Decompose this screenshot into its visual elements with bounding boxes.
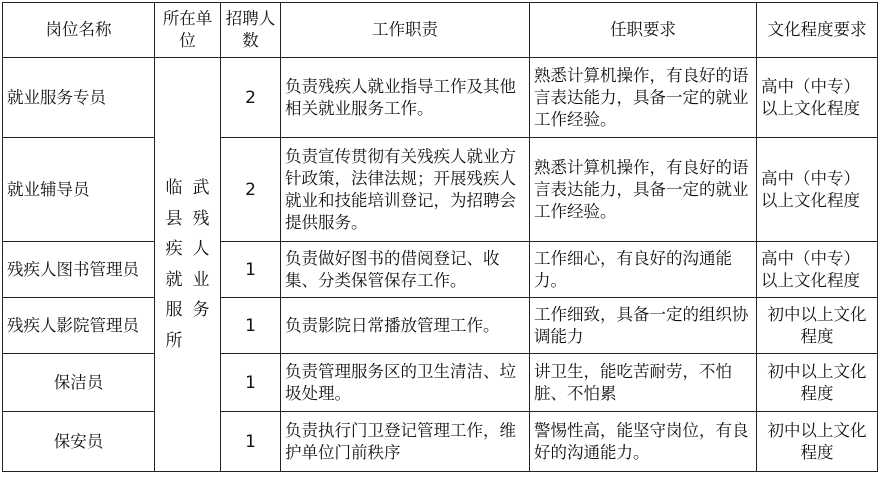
unit-name [155, 173, 220, 356]
count-cell: 2 [221, 58, 281, 138]
position-cell: 残疾人图书管理员 [3, 242, 155, 298]
position-cell: 就业服务专员 [3, 58, 155, 138]
requirements-cell: 工作细心，有良好的沟通能力。 [530, 242, 757, 298]
table-row [3, 412, 878, 472]
unit-char: 临 [165, 178, 183, 198]
table-row [3, 242, 878, 298]
requirements-cell: 熟悉计算机操作，有良好的语言表达能力，具备一定的就业工作经验。 [530, 138, 757, 242]
duties-cell: 负责影院日常播放管理工作。 [281, 298, 530, 354]
unit-char: 人 [192, 239, 210, 259]
duties-cell: 负责做好图书的借阅登记、收集、分类保管保存工作。 [281, 242, 530, 298]
count-cell: 1 [221, 354, 281, 412]
duties-cell: 负责残疾人就业指导工作及其他相关就业服务工作。 [281, 58, 530, 138]
count-cell: 1 [221, 298, 281, 354]
position-cell: 就业辅导员 [3, 138, 155, 242]
table-row [3, 58, 878, 138]
unit-cell [155, 58, 221, 472]
unit-char: 服 [165, 300, 183, 320]
education-cell: 初中以上文化程度 [757, 354, 878, 412]
unit-column-left [166, 173, 183, 356]
education-cell: 初中以上文化程度 [757, 412, 878, 472]
education-cell: 初中以上文化程度 [757, 298, 878, 354]
count-cell: 2 [221, 138, 281, 242]
unit-char: 就 [165, 269, 183, 290]
header-unit: 所在单位 [155, 3, 221, 58]
requirements-cell: 工作细致，具备一定的组织协调能力 [530, 298, 757, 354]
unit-char: 疾 [165, 239, 183, 259]
unit-column-right [193, 173, 210, 356]
header-row [3, 3, 878, 58]
requirements-cell: 讲卫生，能吃苦耐劳，不怕脏、不怕累 [530, 354, 757, 412]
header-count: 招聘人数 [221, 3, 281, 58]
count-cell: 1 [221, 242, 281, 298]
header-position: 岗位名称 [3, 3, 155, 58]
unit-char: 业 [192, 269, 210, 290]
header-education: 文化程度要求 [757, 3, 878, 58]
header-requirements: 任职要求 [530, 3, 757, 58]
duties-cell: 负责宣传贯彻有关残疾人就业方针政策，法律法规；开展残疾人就业和技能培训登记，为招聘会提供服务。 [281, 138, 530, 242]
recruitment-table [2, 2, 878, 472]
recruitment-table-container [2, 2, 878, 472]
duties-cell: 负责执行门卫登记管理工作，维护单位门前秩序 [281, 412, 530, 472]
education-cell: 高中（中专）以上文化程度 [757, 58, 878, 138]
table-row [3, 298, 878, 354]
position-cell: 保安员 [3, 412, 155, 472]
unit-char: 武 [192, 178, 210, 198]
requirements-cell: 熟悉计算机操作，有良好的语言表达能力，具备一定的就业工作经验。 [530, 58, 757, 138]
table-row [3, 138, 878, 242]
table-row [3, 354, 878, 412]
requirements-cell: 警惕性高，能坚守岗位，有良好的沟通能力。 [530, 412, 757, 472]
unit-char: 所 [165, 330, 183, 351]
unit-char: 残 [192, 208, 210, 229]
education-cell: 高中（中专）以上文化程度 [757, 242, 878, 298]
unit-char: 务 [192, 300, 210, 320]
education-cell: 高中（中专）以上文化程度 [757, 138, 878, 242]
position-cell: 保洁员 [3, 354, 155, 412]
header-duties: 工作职责 [281, 3, 530, 58]
duties-cell: 负责管理服务区的卫生清洁、垃圾处理。 [281, 354, 530, 412]
count-cell: 1 [221, 412, 281, 472]
position-cell: 残疾人影院管理员 [3, 298, 155, 354]
unit-char: 县 [165, 208, 183, 229]
